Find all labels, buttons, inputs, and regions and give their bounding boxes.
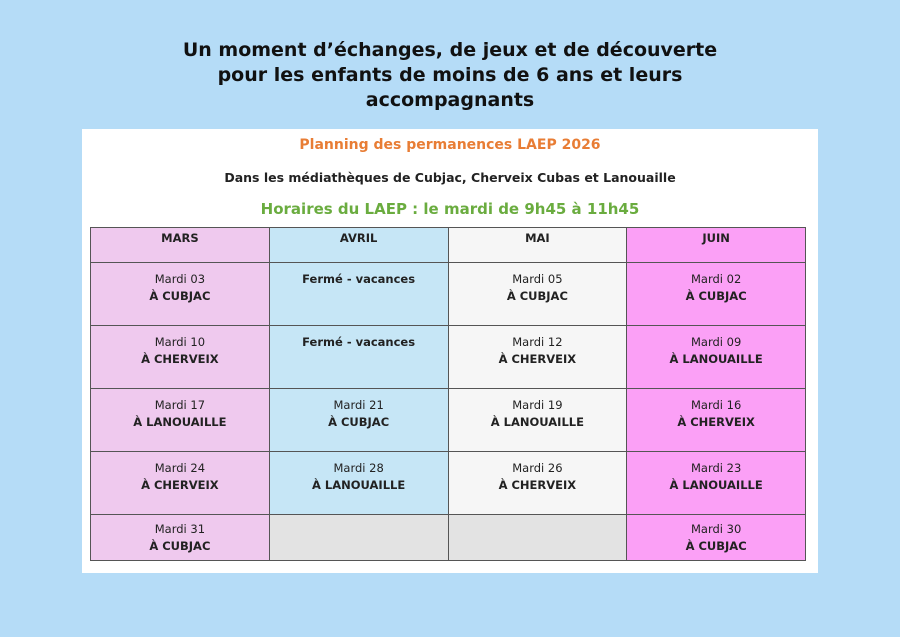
cell-closed: Fermé - vacances (302, 335, 416, 349)
cell-place: À LANOUAILLE (133, 415, 227, 429)
cell-place: À LANOUAILLE (312, 478, 406, 492)
cell-date: Mardi 21 (333, 398, 384, 412)
cell-place: À CUBJAC (685, 539, 747, 553)
table-header-row (91, 228, 806, 263)
headline-line-1: Un moment d’échanges, de jeux et de découverte (182, 39, 718, 61)
table-cell (448, 263, 627, 326)
table-row (91, 515, 806, 561)
planning-hours: Horaires du LAEP : le mardi de 9h45 à 11h45 (260, 200, 640, 218)
header-avril: AVRIL (269, 228, 448, 263)
header-mai: MAI (448, 228, 627, 263)
cell-place: À LANOUAILLE (490, 415, 584, 429)
table-row (91, 326, 806, 389)
cell-place: À CHERVEIX (141, 352, 219, 366)
cell-place: À CHERVEIX (498, 478, 577, 492)
cell-place: À LANOUAILLE (669, 478, 763, 492)
headline-line-3: accompagnants (365, 89, 535, 111)
cell-date: Mardi 23 (690, 461, 742, 475)
cell-place: À CUBJAC (685, 289, 747, 303)
table-cell (627, 389, 806, 452)
cell-date: Mardi 26 (512, 461, 563, 475)
table-cell (627, 515, 806, 561)
table-cell (91, 389, 270, 452)
planning-table (90, 227, 806, 561)
cell-date: Mardi 09 (690, 335, 742, 349)
cell-date: Mardi 10 (154, 335, 206, 349)
headline-line-2: pour les enfants de moins de 6 ans et leurs (217, 64, 683, 86)
cell-date: Mardi 12 (512, 335, 563, 349)
cell-date: Mardi 16 (690, 398, 742, 412)
cell-date: Mardi 30 (690, 522, 742, 536)
table-cell (91, 326, 270, 389)
cell-place: À CUBJAC (149, 289, 211, 303)
cell-date: Mardi 31 (154, 522, 206, 536)
table-cell (91, 452, 270, 515)
table-row (91, 263, 806, 326)
planning-subtitle: Dans les médiathèques de Cubjac, Cherveix Cubas et Lanouaille (224, 170, 676, 185)
table-cell (91, 263, 270, 326)
cell-date: Mardi 03 (154, 272, 206, 286)
cell-date: Mardi 02 (690, 272, 742, 286)
cell-closed: Fermé - vacances (302, 272, 416, 286)
table-cell (91, 515, 270, 561)
table-cell (448, 389, 627, 452)
cell-place: À CUBJAC (149, 539, 211, 553)
header-juin: JUIN (627, 228, 806, 263)
cell-place: À CHERVEIX (141, 478, 219, 492)
cell-date: Mardi 05 (512, 272, 563, 286)
cell-place: À LANOUAILLE (669, 352, 763, 366)
cell-date: Mardi 24 (154, 461, 206, 475)
table-row (91, 452, 806, 515)
table-row (91, 389, 806, 452)
table-cell (627, 326, 806, 389)
cell-place: À CHERVEIX (498, 352, 577, 366)
table-cell (269, 263, 448, 326)
table-cell (269, 326, 448, 389)
table-cell-empty (448, 515, 627, 561)
table-cell (627, 452, 806, 515)
planning-title: Planning des permanences LAEP 2026 (299, 137, 601, 153)
cell-date: Mardi 19 (512, 398, 563, 412)
header-mars: MARS (91, 228, 270, 263)
table-cell (269, 389, 448, 452)
table-cell-empty (269, 515, 448, 561)
table-cell (448, 326, 627, 389)
cell-place: À CHERVEIX (677, 415, 755, 429)
cell-date: Mardi 17 (154, 398, 206, 412)
table-cell (448, 452, 627, 515)
table-cell (269, 452, 448, 515)
headline (100, 38, 800, 113)
planning-card (82, 129, 818, 573)
cell-place: À CUBJAC (506, 289, 568, 303)
cell-place: À CUBJAC (328, 415, 390, 429)
table-cell (627, 263, 806, 326)
cell-date: Mardi 28 (333, 461, 384, 475)
